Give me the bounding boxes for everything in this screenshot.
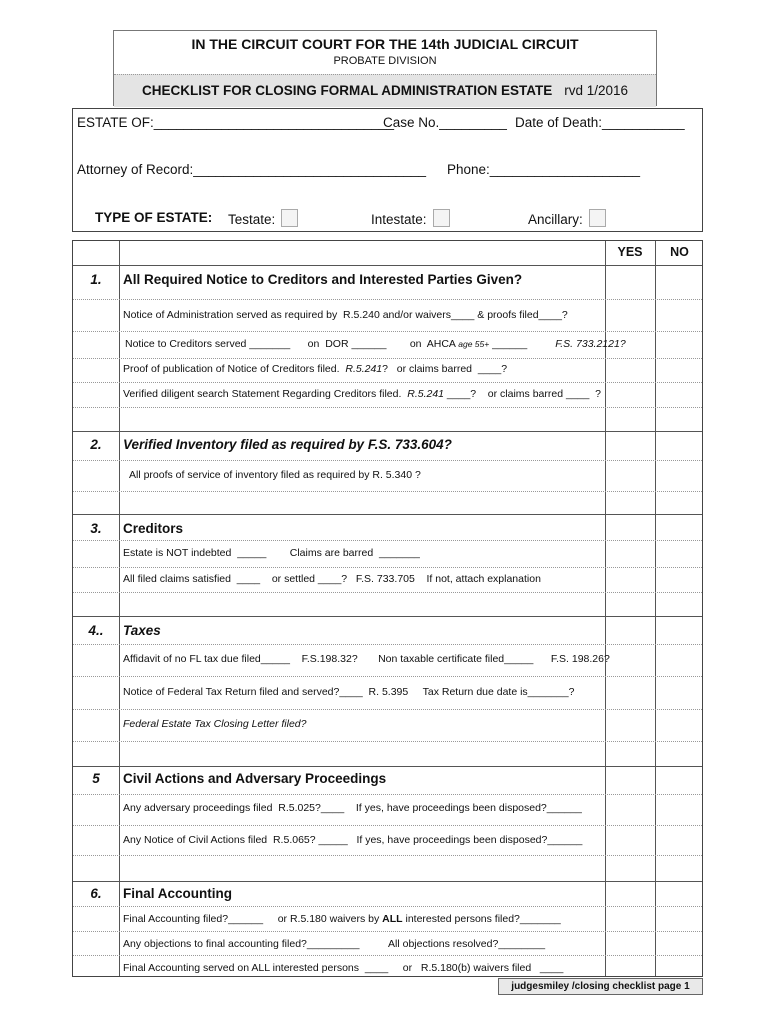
row-divider [73,460,702,461]
notice-to-creditors-text: Notice to Creditors served _______ on DOR ______ on AHCA [125,338,459,350]
filed-claims-item: All filed claims satisfied ____ or settled ____? F.S. 733.705 If not, attach explanation [123,573,541,585]
objections-item: Any objections to final accounting filed?_________ All objections resolved?________ [123,938,546,950]
closing-letter-item [123,718,306,730]
final-accounting-text: Final Accounting filed?______ or R.5.180 waivers by [123,913,383,925]
proof-of-publication-text: Proof of publication of Notice of Creditors filed. [123,363,346,375]
row-divider [73,741,702,742]
final-accounting-served-item: Final Accounting served on ALL interested persons ____ or R.5.180(b) waivers filed ____ [123,962,564,974]
claims-barred-text: ? or claims barred ____? [382,363,508,375]
row-divider [73,955,702,956]
column-divider [119,241,120,976]
row-divider [73,540,702,541]
section-1-number: 1. [90,272,102,287]
row-divider [73,644,702,645]
row-divider [73,358,702,359]
row-divider [73,794,702,795]
statute-reference: F.S. 733.2121? [555,338,626,350]
column-divider [655,241,656,976]
section-2-number: 2. [90,437,102,452]
intestate-checkbox[interactable] [433,209,450,227]
row-divider [73,431,702,432]
diligent-search-item [123,388,601,400]
ancillary-option[interactable] [528,209,606,227]
estate-of-field[interactable]: ESTATE OF:________________________________ [77,115,395,130]
row-divider [73,331,702,332]
row-divider [73,265,702,266]
date-of-death-field[interactable]: Date of Death:___________ [515,115,685,130]
row-divider [73,855,702,856]
section-4-title: Taxes [123,623,161,638]
notice-of-administration-item: Notice of Administration served as required by R.5.240 and/or waivers____ & proofs filed____? [123,309,568,321]
ancillary-label: Ancillary: [528,212,583,227]
closing-letter-text: Federal Estate Tax Closing Letter filed? [123,718,307,730]
section-6-number: 6. [90,886,102,901]
intestate-option[interactable] [371,209,450,227]
row-divider [73,931,702,932]
rule-reference: R.5.241 [407,388,445,400]
case-no-field[interactable]: Case No._________ [383,115,507,130]
claims-barred-text: ____? or claims barred ____ ? [444,388,602,400]
section-1-title: All Required Notice to Creditors and Interested Parties Given? [123,272,523,287]
checklist-title-band [114,74,656,107]
testate-checkbox[interactable] [281,209,298,227]
row-divider [73,766,702,767]
adversary-proceedings-item: Any adversary proceedings filed R.5.025?____ If yes, have proceedings been disposed?______ [123,802,582,814]
ahca-blank: ______ [489,338,528,350]
checklist-title-text: CHECKLIST FOR CLOSING FORMAL ADMINISTRATION ESTATE [141,83,553,98]
checklist-title [114,83,656,98]
row-divider [73,676,702,677]
proof-of-publication-item [123,363,507,375]
phone-field[interactable]: Phone:____________________ [447,162,640,177]
section-6-title: Final Accounting [123,886,232,901]
row-divider [73,906,702,907]
intestate-label: Intestate: [371,212,427,227]
civil-actions-item: Any Notice of Civil Actions filed R.5.065? _____ If yes, have proceedings been disposed?______ [123,834,583,846]
yes-column-header: YES [617,245,643,259]
row-divider [73,825,702,826]
revision-label: rvd 1/2016 [564,83,629,98]
section-4-number: 4.. [88,623,104,638]
row-divider [73,299,702,300]
estate-not-indebted-item: Estate is NOT indebted _____ Claims are barred _______ [123,547,420,559]
notice-to-creditors-item [125,338,626,350]
section-3-number: 3. [90,521,102,536]
final-accounting-filed-item [123,913,561,925]
row-divider [73,881,702,882]
row-divider [73,491,702,492]
row-divider [73,382,702,383]
estate-info-box [72,108,703,232]
proofs-of-service-item: All proofs of service of inventory filed as required by R. 5.340 ? [129,469,421,481]
checklist-table [72,240,703,977]
section-5-number: 5 [92,771,100,786]
all-emphasis: ALL [382,913,403,925]
rule-reference: R.5.241 [345,363,383,375]
column-divider [605,241,606,976]
affidavit-no-tax-item: Affidavit of no FL tax due filed_____ F.S.198.32? Non taxable certificate filed_____ F.S. 198.26? [123,653,610,665]
diligent-search-text: Verified diligent search Statement Regarding Creditors filed. [123,388,408,400]
row-divider [73,514,702,515]
ancillary-checkbox[interactable] [589,209,606,227]
attorney-field[interactable]: Attorney of Record:_______________________________ [77,162,427,177]
row-divider [73,616,702,617]
section-5-title: Civil Actions and Adversary Proceedings [123,771,387,786]
header-box [113,30,657,106]
testate-option[interactable] [228,209,298,227]
row-divider [73,567,702,568]
interested-persons-text: interested persons filed?_______ [402,913,561,925]
court-title: IN THE CIRCUIT COURT FOR THE 14th JUDICIAL CIRCUIT [191,36,579,52]
row-divider [73,709,702,710]
federal-tax-return-item: Notice of Federal Tax Return filed and served?____ R. 5.395 Tax Return due date is_______? [123,686,575,698]
section-3-title: Creditors [123,521,184,536]
row-divider [73,407,702,408]
age-note: age 55+ [458,339,490,349]
section-2-title: Verified Inventory filed as required by F.S. 733.604? [123,437,452,452]
testate-label: Testate: [228,212,276,227]
row-divider [73,592,702,593]
no-column-header: NO [670,245,689,259]
type-of-estate-label: TYPE OF ESTATE: [95,210,213,225]
division-label: PROBATE DIVISION [333,55,437,67]
footer-tag: judgesmiley /closing checklist page 1 [498,978,703,995]
